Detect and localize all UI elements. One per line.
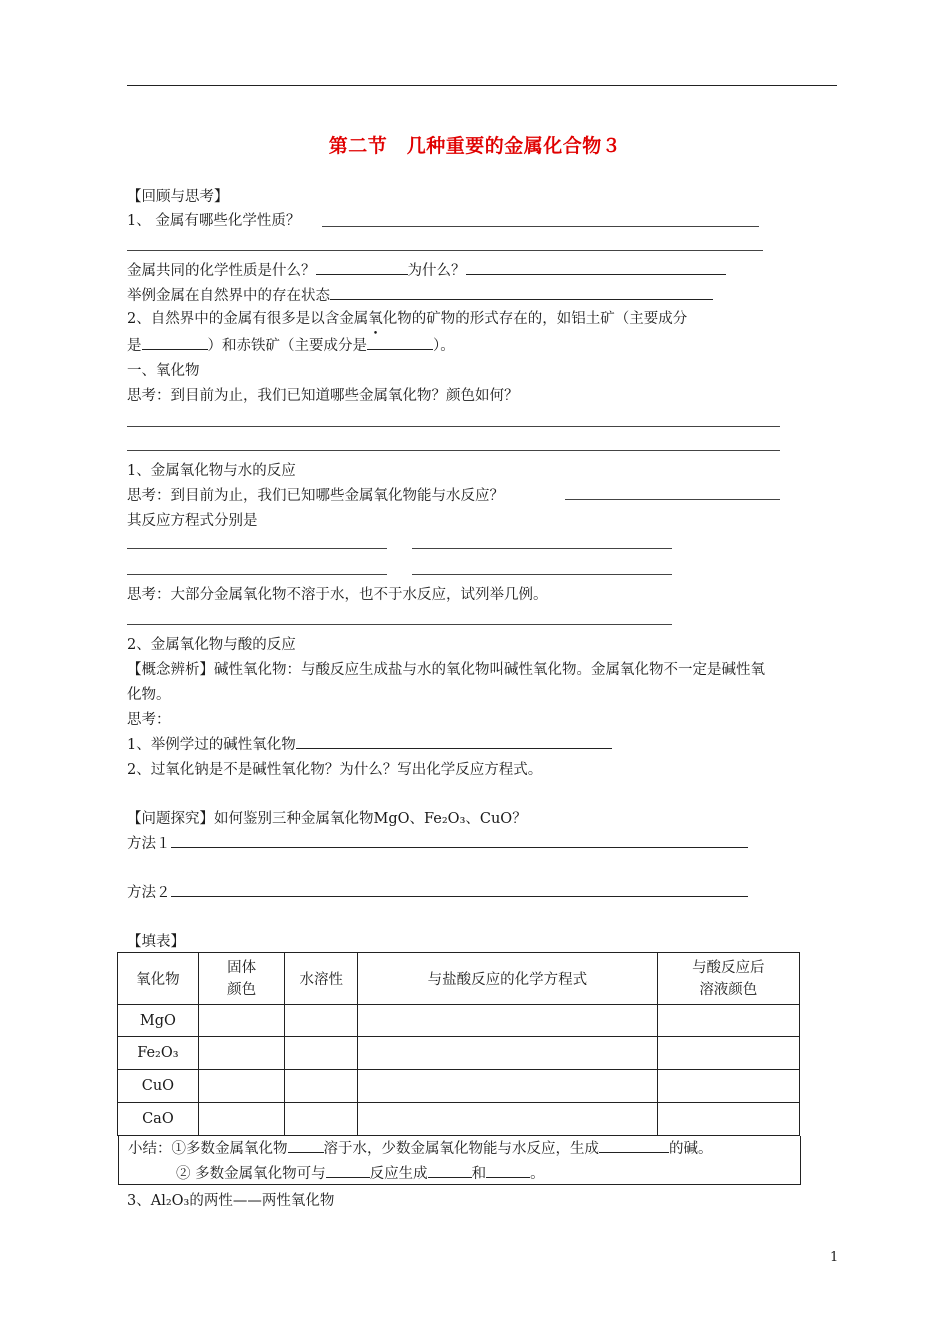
review-q4-b: ）和赤铁矿（主要成分是 — [207, 338, 367, 354]
table-summary — [118, 1136, 801, 1185]
answer-blank — [599, 1138, 669, 1153]
review-q3 — [127, 284, 713, 305]
review-q1 — [127, 209, 300, 230]
table-cell[interactable] — [198, 1037, 285, 1070]
table-cell[interactable] — [285, 1037, 358, 1070]
table-cell[interactable] — [285, 1005, 358, 1037]
answer-line — [127, 624, 672, 625]
summary-line-2 — [176, 1162, 545, 1183]
column-header: 与酸反应后 溶液颜色 — [657, 953, 799, 1005]
review-q1-text: 1、 金属有哪些化学性质？ — [127, 213, 301, 229]
review-q4-post: 的矿物的形式存在的，如铝土矿（主要成分 — [411, 311, 688, 327]
table-header-row — [118, 953, 800, 1005]
column-header: 固体 颜色 — [198, 953, 285, 1005]
answer-line — [322, 226, 759, 227]
summary-2c: 和 — [471, 1166, 487, 1182]
oxide-name: CuO — [118, 1070, 199, 1103]
review-q4-emphasis: 金属氧化物 • — [339, 307, 412, 328]
answer-line — [127, 450, 780, 451]
think-1: 思考：到目前为止，我们已知道哪些金属氧化物？颜色如何？ — [127, 388, 519, 404]
method-2-label: 方法２ — [127, 885, 171, 901]
answer-blank — [330, 285, 713, 300]
review-q2-text: 金属共同的化学性质是什么？ — [127, 263, 316, 279]
think-4: 思考： — [127, 712, 171, 728]
table-cell[interactable] — [358, 1037, 658, 1070]
oxide-table — [117, 952, 800, 1136]
table-cell[interactable] — [358, 1103, 658, 1136]
table-cell[interactable] — [657, 1037, 799, 1070]
method-2 — [127, 881, 748, 902]
column-header: 氧化物 — [118, 953, 199, 1005]
table-cell[interactable] — [198, 1070, 285, 1103]
top-rule — [127, 85, 837, 86]
review-q4-pre: 2、自然界中的金属有很多是以含 — [127, 311, 340, 327]
sub-section-1: 1、金属氧化物与水的反应 — [127, 463, 296, 479]
table-cell[interactable] — [198, 1103, 285, 1136]
answer-line — [127, 426, 780, 427]
summary-1c: 的碱。 — [669, 1141, 713, 1157]
table-header: 【填表】 — [127, 934, 185, 950]
table-cell[interactable] — [285, 1070, 358, 1103]
table-row — [118, 1005, 800, 1037]
think-2: 思考：到目前为止，我们已知哪些金属氧化物能与水反应？ — [127, 488, 504, 504]
column-header: 与盐酸反应的化学方程式 — [358, 953, 658, 1005]
table-cell[interactable] — [358, 1070, 658, 1103]
answer-blank — [142, 335, 208, 350]
page-title: 第二节 几种重要的金属化合物３ — [328, 135, 622, 157]
review-q4-line2 — [127, 334, 455, 355]
table-row — [118, 1103, 800, 1136]
concept-line-1: 【概念辨析】碱性氧化物：与酸反应生成盐与水的氧化物叫碱性氧化物。金属氧化物不一定是碱性氧 — [127, 662, 765, 678]
think-4-q1-text: 1、举例学过的碱性氧化物 — [127, 737, 296, 753]
column-header: 水溶性 — [285, 953, 358, 1005]
answer-line — [127, 250, 763, 251]
oxide-name: CaO — [118, 1103, 199, 1136]
method-1-label: 方法１ — [127, 836, 171, 852]
think-4-q2: 2、过氧化钠是不是碱性氧化物？为什么？写出化学反应方程式。 — [127, 762, 543, 778]
table-cell[interactable] — [358, 1005, 658, 1037]
answer-blank — [171, 882, 748, 897]
review-q4-a: 是 — [127, 338, 142, 354]
review-q4 — [127, 307, 687, 328]
method-1 — [127, 832, 748, 853]
table-cell[interactable] — [198, 1005, 285, 1037]
answer-line — [565, 499, 780, 500]
answer-line — [412, 574, 672, 575]
review-header: 【回顾与思考】 — [127, 189, 229, 205]
review-q3-text: 举例金属在自然界中的存在状态 — [127, 288, 330, 304]
answer-blank — [428, 1163, 472, 1178]
summary-2a: ② 多数金属氧化物可与 — [176, 1166, 326, 1182]
summary-2d: 。 — [530, 1166, 545, 1182]
section-oxides: 一、氧化物 — [127, 363, 200, 379]
answer-blank — [316, 260, 408, 275]
table-cell[interactable] — [657, 1005, 799, 1037]
table-row — [118, 1037, 800, 1070]
page-number: 1 — [830, 1250, 839, 1265]
answer-line — [127, 574, 387, 575]
answer-blank — [296, 734, 612, 749]
answer-blank — [367, 335, 433, 350]
sub-section-3: 3、Al₂O₃的两性——两性氧化物 — [127, 1193, 335, 1209]
equation-label: 其反应方程式分别是 — [127, 513, 258, 529]
concept-line-2: 化物。 — [127, 687, 171, 703]
review-q2 — [127, 259, 726, 280]
table-row — [118, 1070, 800, 1103]
answer-blank — [288, 1138, 324, 1153]
answer-blank — [486, 1163, 530, 1178]
inquiry-header: 【问题探究】如何鉴别三种金属氧化物MgO、Fe₂O₃、CuO？ — [127, 811, 527, 827]
sub-section-2: 2、金属氧化物与酸的反应 — [127, 637, 296, 653]
answer-line — [127, 548, 387, 549]
table-cell[interactable] — [657, 1070, 799, 1103]
think-3: 思考：大部分金属氧化物不溶于水，也不于水反应，试列举几例。 — [127, 587, 548, 603]
answer-blank — [326, 1163, 370, 1178]
think-4-q1 — [127, 733, 612, 754]
table-cell[interactable] — [285, 1103, 358, 1136]
answer-blank — [171, 833, 748, 848]
review-q2-why: 为什么？ — [407, 263, 466, 279]
summary-1b: 溶于水，少数金属氧化物能与水反应，生成 — [323, 1141, 599, 1157]
oxide-name: Fe₂O₃ — [118, 1037, 199, 1070]
summary-1a: 小结：①多数金属氧化物 — [128, 1141, 288, 1157]
table-cell[interactable] — [657, 1103, 799, 1136]
emphasis-dots — [339, 311, 412, 327]
answer-blank — [466, 260, 726, 275]
review-q4-c: ）。 — [433, 338, 455, 354]
answer-line — [412, 548, 672, 549]
oxide-name: MgO — [118, 1005, 199, 1037]
summary-2b: 反应生成 — [369, 1166, 428, 1182]
summary-line-1 — [128, 1137, 713, 1158]
